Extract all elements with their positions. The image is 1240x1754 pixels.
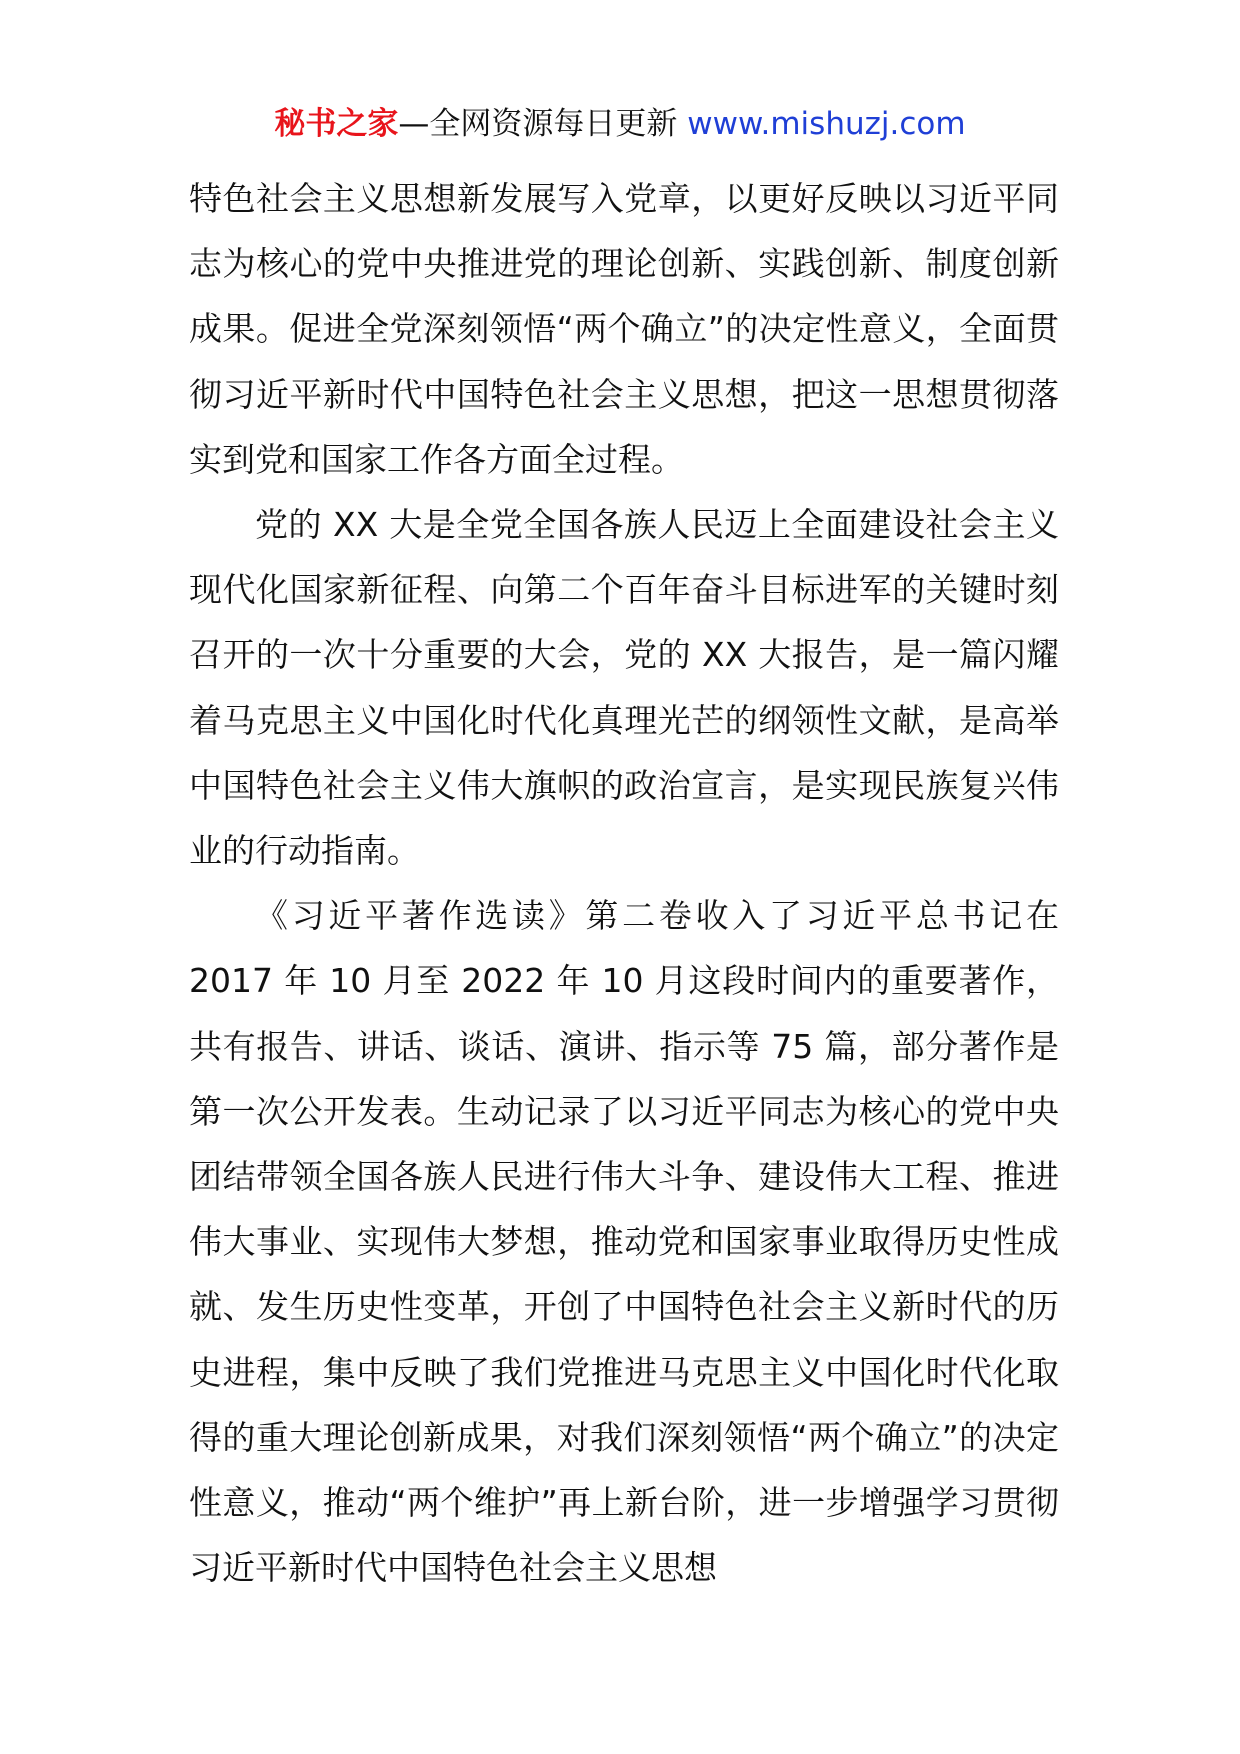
paragraph-2: 党的 XX 大是全党全国各族人民迈上全面建设社会主义现代化国家新征程、向第二个百年奋斗目标进军的关键时刻召开的一次十分重要的大会，党的 XX 大报告，是一篇闪耀着马克思主义中国化时代化真理光芒的纲领性文献，是高举中国特色社会主义伟大旗帜的政治宣言，是实现民族复兴伟业的行动指南。 (189, 505, 1059, 871)
site-brand: 秘书之家 (274, 106, 399, 142)
site-url-link[interactable]: www.mishuzj.com (687, 106, 966, 142)
site-tagline: —全网资源每日更新 (398, 106, 678, 142)
paragraph-3: 《习近平著作选读》第二卷收入了习近平总书记在 2017 年 10 月至 2022 年 10 月这段时间内的重要著作，共有报告、讲话、谈话、演讲、指示等 75 篇，部分著作是第一次公开发表。生动记录了以习近平同志为核心的党中央团结带领全国各族人民进行伟大斗争、建设伟大工程、推进伟大事业、实现伟大梦想，推动党和国家事业取得历史性成就、发生历史性变革，开创了中国特色社会主义新时代的历史进程，集中反映了我们党推进马克思主义中国化时代化取得的重大理论创新成果，对我们深刻领悟“两个确立”的决定性意义，推动“两个维护”再上新台阶，进一步增强学习贯彻习近平新时代中国特色社会主义思想 (189, 896, 1059, 1588)
document-body (189, 166, 1059, 1600)
paragraph-1: 特色社会主义思想新发展写入党章，以更好反映以习近平同志为核心的党中央推进党的理论创新、实践创新、制度创新成果。促进全党深刻领悟“两个确立”的决定性意义，全面贯彻习近平新时代中国特色社会主义思想，把这一思想贯彻落实到党和国家工作各方面全过程。 (189, 179, 1059, 479)
page-header (0, 104, 1240, 144)
